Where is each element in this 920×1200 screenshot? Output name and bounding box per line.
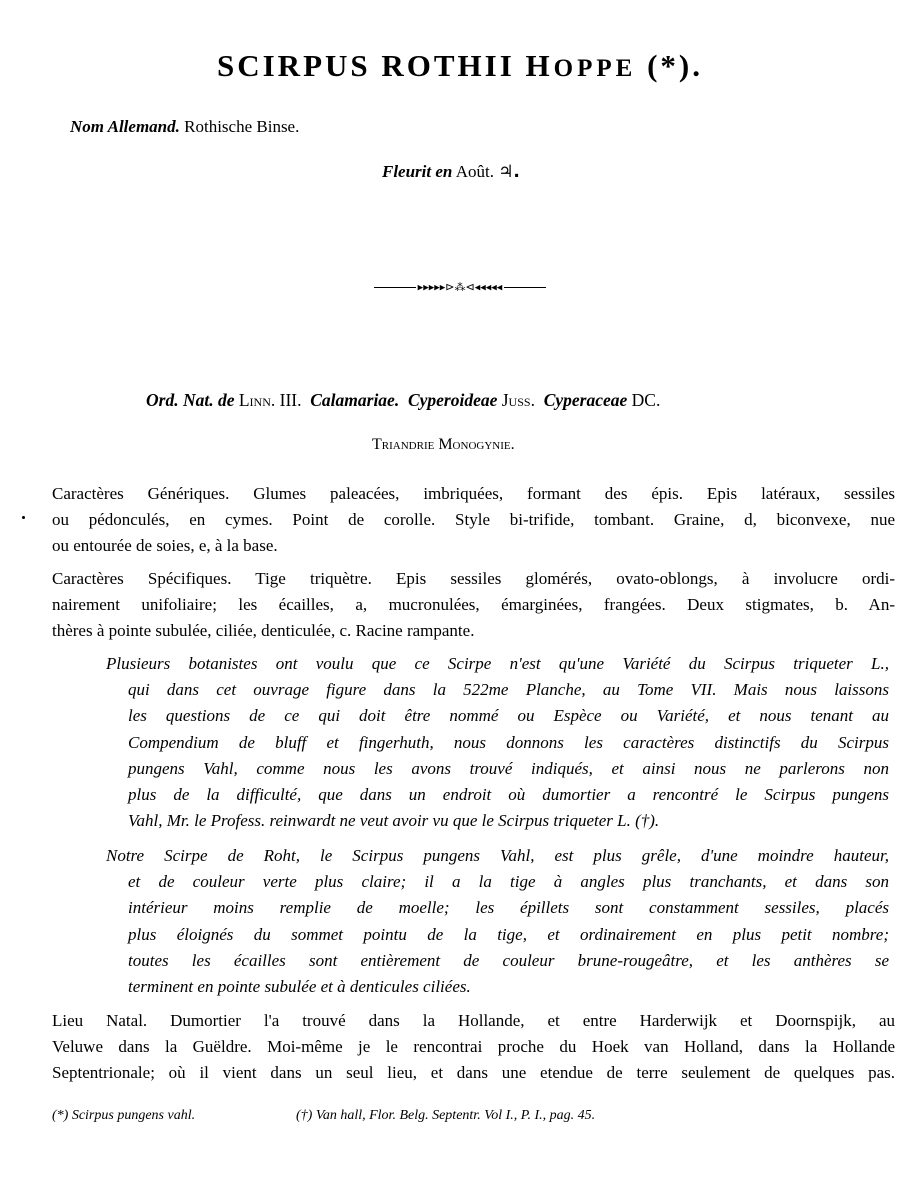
order-dc: DC. [631,390,661,410]
order-cyperoideae: Cyperoideae [407,390,498,410]
linnean-class: Triandrie Monogynie. [372,436,515,453]
varieties-line: Vahl, Mr. le Profess. reinwardt ne veut avoir vu que le Scirpus triqueter L. (†). [128,811,660,831]
flowering-month: Août. [455,162,494,181]
order-cyperaceae: Cyperaceae [543,390,628,410]
varieties-line: les questions de ce qui doit être nommé ou Espèce ou Variété, et nous tenant au [128,706,889,726]
ornamental-divider [0,280,920,294]
order-number: III. [279,390,302,410]
distinctions-line: Notre Scirpe de Roht, le Scirpus pungens Vahl, est plus grêle, d'une moindre hauteur, [106,846,889,865]
flowering-time [382,162,520,182]
distinctions-line: terminent en pointe subulée et à denticules ciliées. [128,977,471,997]
title-footnote-mark: (*). [647,48,703,83]
location-line: Lieu Natal. Dumortier l'a trouvé dans la Hollande, et entre Harderwijk et Doornspijk, au [52,1011,895,1030]
varieties-line: pungens Vahl, comme nous les avons trouvé indiqués, et ainsi nous ne parlerons non [128,758,889,778]
order-calamariae: Calamariae. [310,390,400,410]
native-location [52,1008,895,1087]
generic-line: ou entourée de soies, e, à la base. [52,536,278,556]
varieties-line: Plusieurs botanistes ont voulu que ce Scirpe n'est qu'une Variété du Scirpus triqueter L., [106,654,889,673]
varieties-line: qui dans cet ouvrage figure dans la 522me Planche, au Tome VII. Mais nous laissons [128,680,889,700]
german-name-label: Nom Allemand. [70,117,180,136]
generic-line: ou pédonculés, en cymes. Point de corolle. Style bi-trifide, tombant. Graine, d, biconvexe, nue [52,510,895,530]
divider-rule-left [374,287,416,288]
title-species: SCIRPUS ROTHII [216,48,515,83]
specific-line: nairement unifoliaire; les écailles, a, mucronulées, émarginées, frangées. Deux stigmates, b. An- [52,595,895,615]
flowering-label: Fleurit en [382,162,453,181]
specific-characters [52,566,895,645]
generic-line: Caractères Génériques. Glumes paleacées, imbriquées, formant des épis. Epis latéraux, sessiles [52,484,895,503]
order-juss: Juss. [501,390,535,410]
distinctions-line: plus éloignés du sommet pointu de la tige, et ordinairement en plus petit nombre; [128,924,889,944]
natural-order [146,390,660,411]
paragraph-varieties [106,651,889,834]
distinctions-line: toutes les écailles sont entièrement de couleur brune-rougeâtre, et les anthères se [128,950,889,970]
paragraph-distinctions [106,843,889,1000]
footnote-2: (†) Van hall, Flor. Belg. Septentr. Vol I., P. I., pag. 45. [296,1108,596,1123]
perennial-symbol: ♃. [498,162,520,182]
location-line: Septentrionale; où il vient dans un seul lieu, et dans une etendue de terre seulement de quelques pas. [52,1063,895,1083]
generic-characters [52,481,895,560]
divider-rule-right [504,287,546,288]
varieties-line: Compendium de bluff et fingerhuth, nous donnons les caractères distinctifs du Scirpus [128,732,889,752]
divider-ornament: ▸▸▸▸▸⊳⁂⊲◂◂◂◂◂ [417,280,503,294]
german-name [70,117,299,137]
order-prefix: Ord. Nat. de [146,390,235,410]
distinctions-line: intérieur moins remplie de moelle; les épillets sont constamment sessiles, placés [128,898,889,918]
distinctions-line: et de couleur verte plus claire; il a la tige à angles plus tranchants, et dans son [128,872,889,892]
order-linn: Linn. [238,390,276,410]
footnote-1: (*) Scirpus pungens vahl. [52,1108,196,1123]
page-title [0,48,920,84]
location-line: Veluwe dans la Guëldre. Moi-même je le rencontrai proche du Hoek van Holland, dans la Hollande [52,1037,895,1057]
margin-speck [22,516,25,519]
title-author: HOPPE [525,48,637,83]
specific-line: Caractères Spécifiques. Tige triquètre. Epis sessiles glomérés, ovato-oblongs, à involucre ordi- [52,569,895,588]
specific-line: thères à pointe subulée, ciliée, denticulée, c. Racine rampante. [52,621,475,641]
varieties-line: plus de la difficulté, que dans un endroit où dumortier a rencontré le Scirpus pungens [128,785,889,805]
footnotes [52,1108,596,1124]
german-name-value: Rothische Binse. [184,117,300,136]
